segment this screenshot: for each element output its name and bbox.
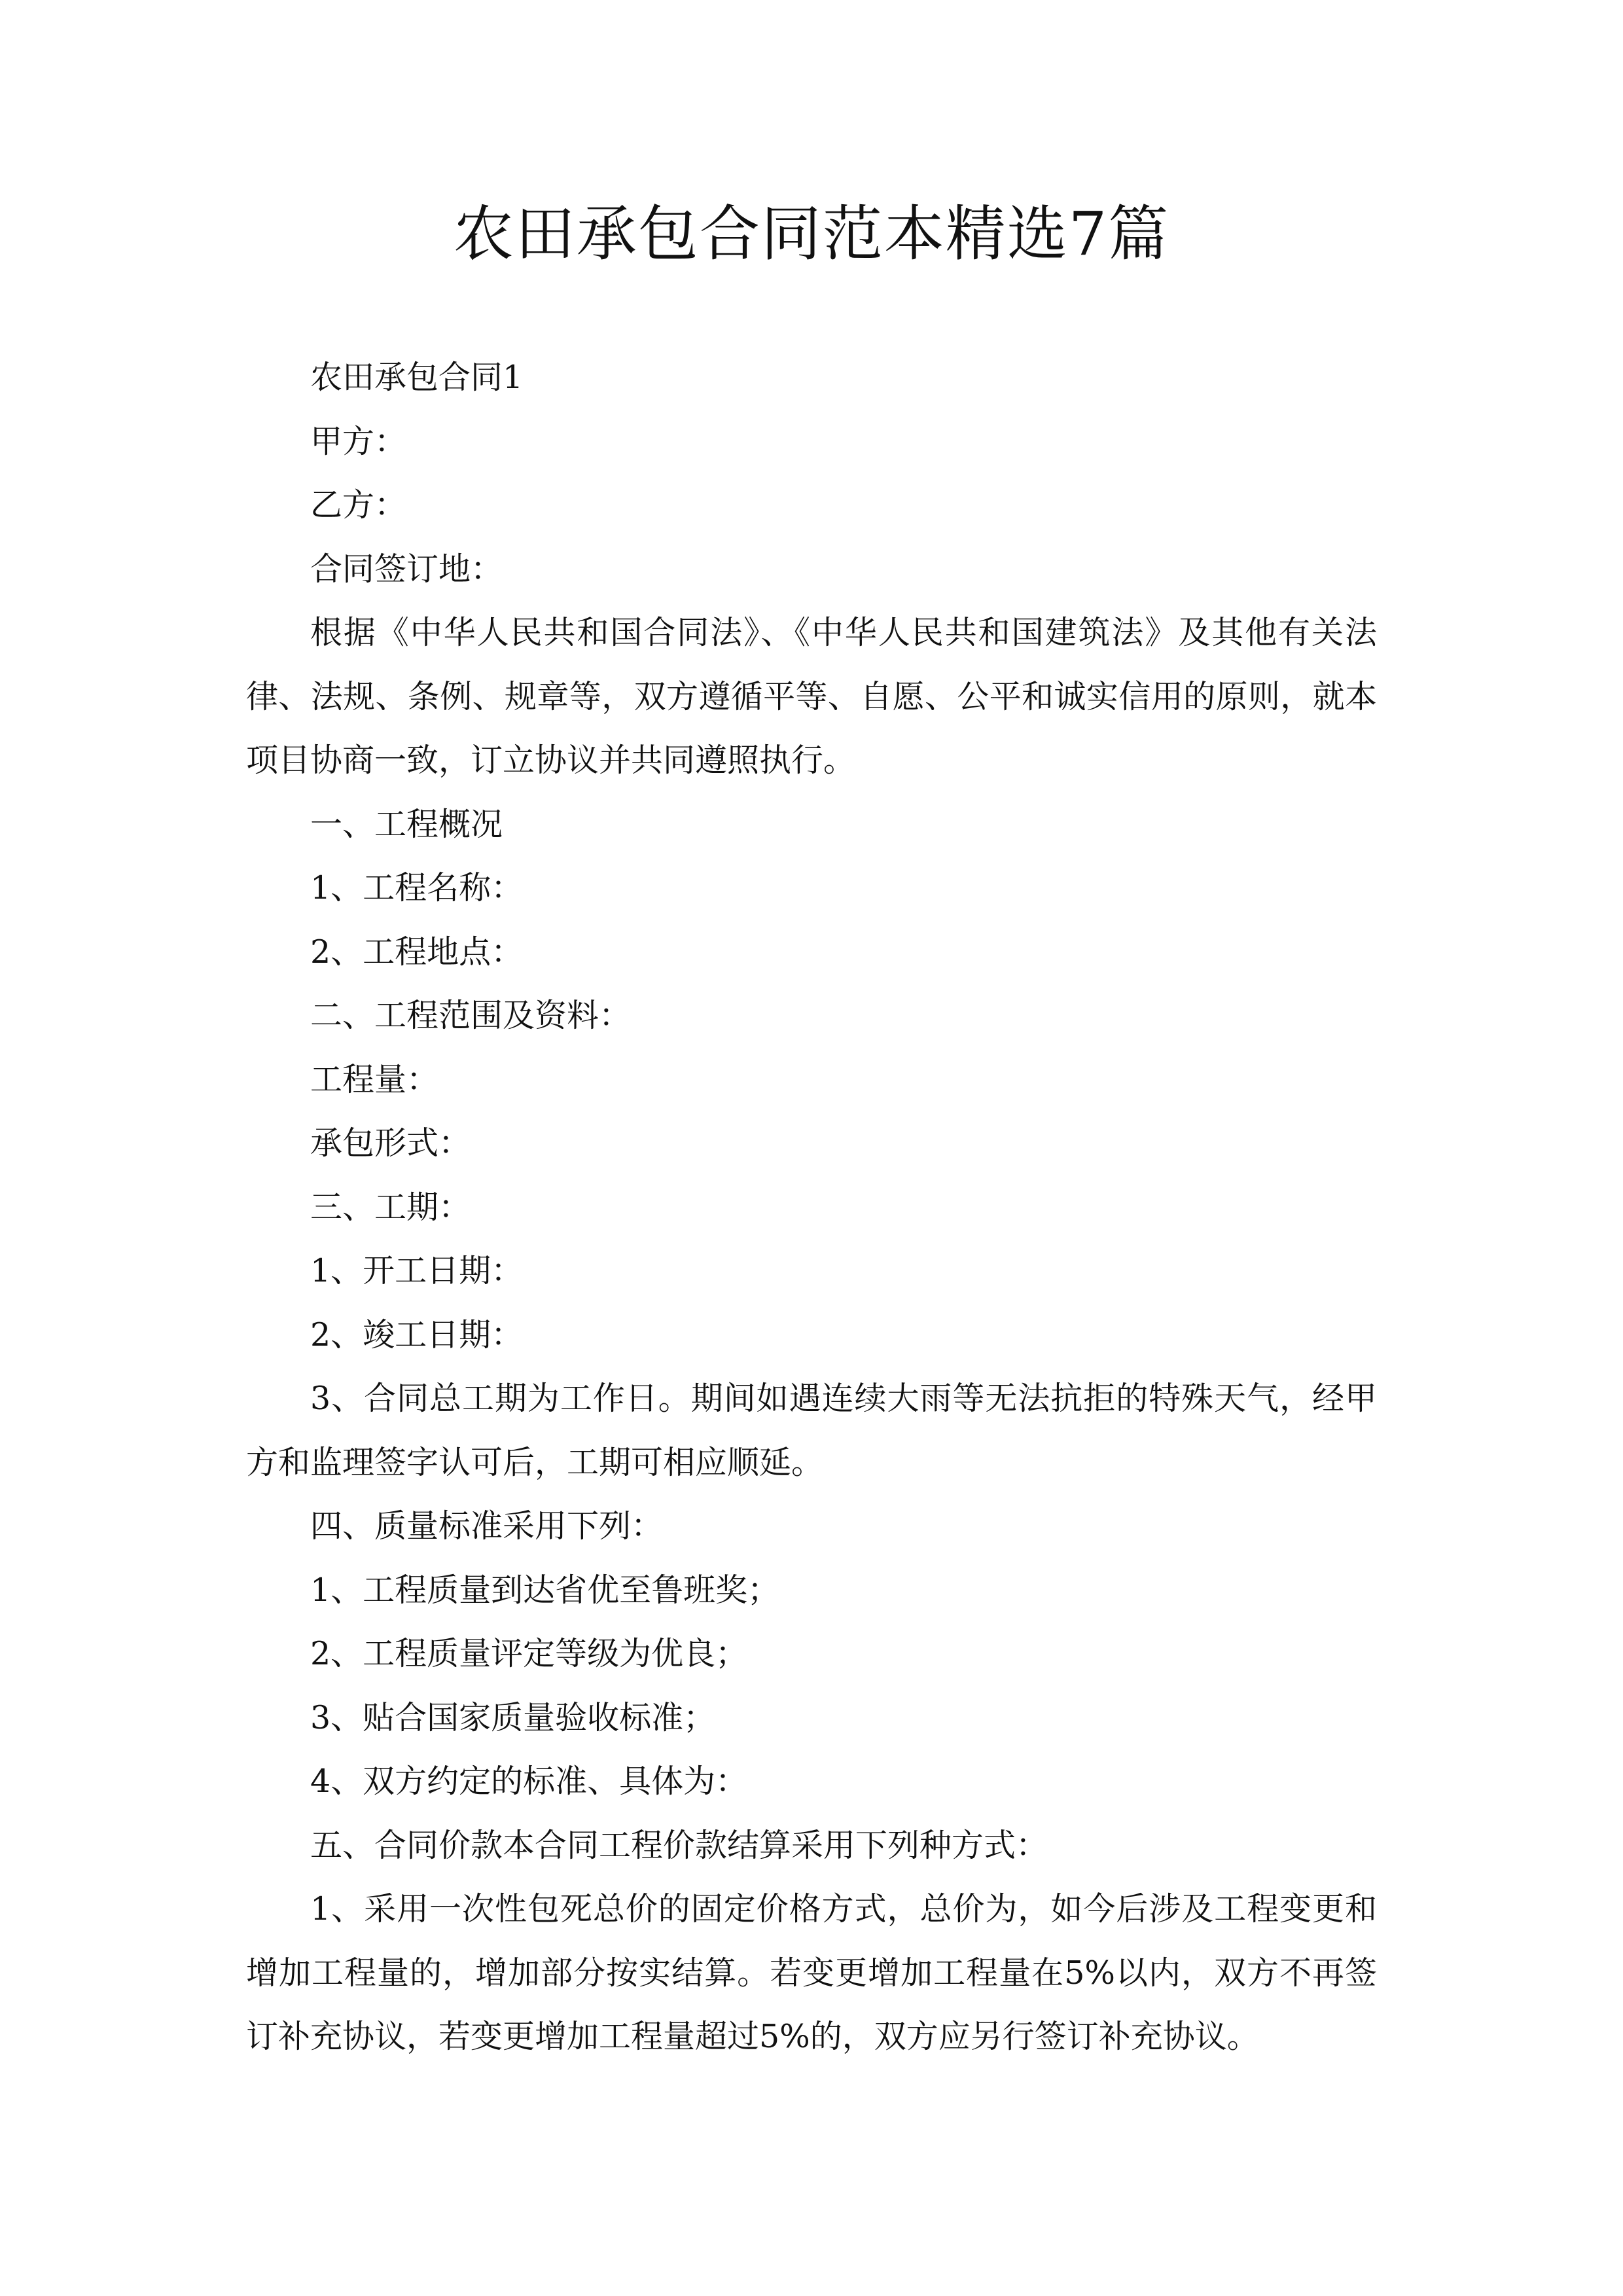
paragraph: 乙方： [310,486,407,524]
paragraph: 1、采用一次性包死总价的固定价格方式，总价为，如今后涉及工程变更和增加工程量的，增加部分按实结算。若变更增加工程量在5%以内，双方不再签订补充协议，若变更增加工程量超过5%的，双方应另行签订补充协议。 [246,1890,1377,2055]
paragraph: 五、合同价款本合同工程价款结算采用下列种方式： [310,1826,1048,1864]
paragraph: 1、开工日期： [310,1252,524,1289]
paragraph: 1、工程名称： [310,869,524,906]
paragraph: 2、工程地点： [310,933,524,971]
paragraph: 合同签订地： [310,550,503,588]
paragraph: 二、工程范围及资料： [310,997,632,1034]
document-body [246,346,1377,2069]
document-title: 农田承包合同范本精选7篇 [453,199,1170,269]
paragraph: 3、合同总工期为工作日。期间如遇连续大雨等无法抗拒的特殊天气，经甲方和监理签字认可后，工期可相应顺延。 [246,1380,1377,1481]
paragraph: 3、贴合国家质量验收标准； [310,1698,716,1736]
paragraph: 根据《中华人民共和国合同法》、《中华人民共和国建筑法》及其他有关法律、法规、条例、规章等，双方遵循平等、自愿、公平和诚实信用的原则，就本项目协商一致，订立协议并共同遵照执行。 [246,614,1377,779]
paragraph: 承包形式： [310,1124,471,1162]
paragraph: 甲方： [310,422,407,460]
paragraph: 4、双方约定的标准、具体为： [310,1763,748,1800]
paragraph: 四、质量标准采用下列： [310,1507,664,1545]
paragraph: 农田承包合同1 [310,359,524,396]
paragraph: 2、竣工日期： [310,1316,524,1354]
paragraph: 工程量： [310,1060,439,1098]
paragraph: 三、工期： [310,1188,471,1226]
paragraph: 2、工程质量评定等级为优良； [310,1635,748,1672]
paragraph: 1、工程质量到达省优至鲁班奖； [310,1571,780,1609]
paragraph: 一、工程概况 [310,805,503,843]
